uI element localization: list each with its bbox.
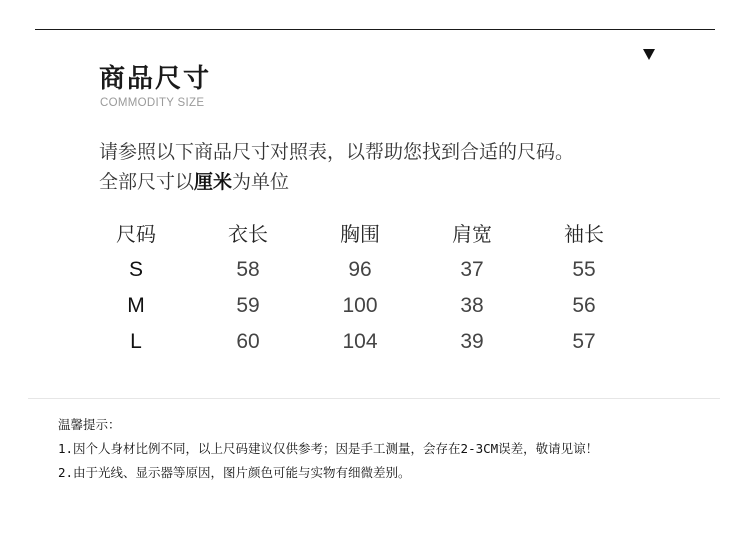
tip-item: 1.因个人身材比例不同，以上尺码建议仅供参考；因是手工测量，会存在2-3CM误差，敬请见谅！ <box>58 441 599 456</box>
size-cell: M <box>127 294 145 317</box>
table-cell: 58 <box>236 258 260 281</box>
table-cell: 38 <box>460 294 484 317</box>
unit-note-suffix: 为单位 <box>232 171 290 193</box>
page-title: 商品尺寸 <box>99 64 212 94</box>
section-divider <box>28 398 720 399</box>
unit-note <box>99 167 289 194</box>
table-cell: 104 <box>342 330 378 353</box>
tip-item: 2.由于光线、显示器等原因，图片颜色可能与实物有细微差别。 <box>58 465 411 480</box>
table-cell: 60 <box>236 330 260 353</box>
table-row <box>80 252 640 288</box>
unit-note-prefix: 全部尺寸以 <box>99 171 195 193</box>
table-cell: 39 <box>460 330 484 353</box>
page-subtitle: COMMODITY SIZE <box>100 97 205 109</box>
column-header: 尺码 <box>116 221 156 246</box>
table-cell: 37 <box>460 258 484 281</box>
table-cell: 57 <box>572 330 596 353</box>
table-row <box>80 288 640 324</box>
table-cell: 59 <box>236 294 260 317</box>
column-header: 衣长 <box>228 221 268 246</box>
table-cell: 55 <box>572 258 596 281</box>
size-cell: S <box>128 258 143 281</box>
table-row <box>80 324 640 360</box>
size-table <box>80 212 640 360</box>
column-header: 胸围 <box>340 221 380 246</box>
unit-note-emphasis: 厘米 <box>194 171 233 193</box>
size-cell: L <box>130 330 142 353</box>
table-cell: 96 <box>348 258 372 281</box>
intro-line: 请参照以下商品尺寸对照表，以帮助您找到合适的尺码。 <box>99 141 575 163</box>
column-header: 肩宽 <box>452 221 492 246</box>
table-cell: 56 <box>572 294 596 317</box>
top-divider <box>35 29 715 30</box>
triangle-down-icon <box>643 49 655 60</box>
table-cell: 100 <box>342 294 378 317</box>
tips-title: 温馨提示： <box>58 417 121 432</box>
table-header-row <box>80 212 640 252</box>
tips-section <box>58 413 598 485</box>
column-header: 袖长 <box>564 221 604 246</box>
